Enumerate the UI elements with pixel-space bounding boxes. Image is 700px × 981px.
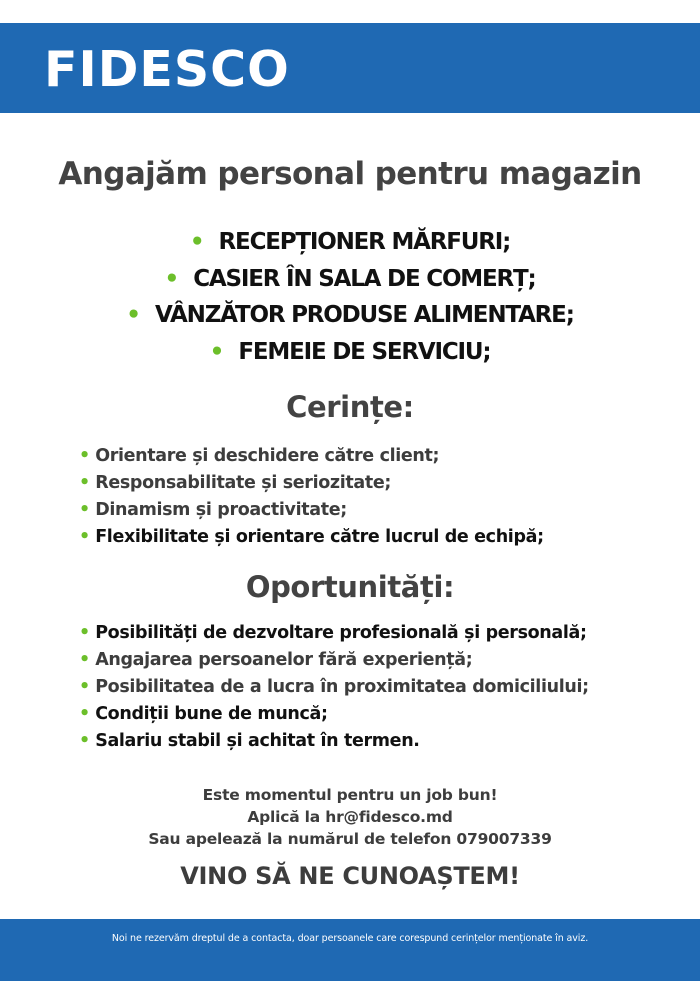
bullet-icon: • bbox=[209, 338, 225, 365]
footer-banner bbox=[0, 919, 700, 981]
bullet-icon: • bbox=[79, 704, 91, 724]
requirement-item: • Dinamism și proactivitate; bbox=[79, 500, 347, 520]
fidesco-logo: FIDESCO bbox=[44, 41, 290, 98]
bullet-icon: • bbox=[189, 229, 205, 255]
bullet-icon: • bbox=[79, 473, 91, 493]
position-item: • CASIER ÎN SALA DE COMERȚ; bbox=[164, 265, 536, 292]
bullet-icon: • bbox=[79, 623, 91, 643]
phone-line: Sau apelează la numărul de telefon 079007339 bbox=[148, 830, 552, 848]
opportunity-item: • Salariu stabil și achitat în termen. bbox=[79, 731, 420, 751]
header-banner bbox=[0, 23, 700, 113]
opportunities-list bbox=[79, 620, 589, 755]
requirement-item: • Responsabilitate și seriozitate; bbox=[79, 473, 392, 493]
closing-line: Este momentul pentru un job bun! bbox=[202, 786, 498, 804]
position-item: • FEMEIE DE SERVICIU; bbox=[209, 338, 491, 365]
bullet-icon: • bbox=[79, 527, 91, 547]
opportunities-title: Oportunități: bbox=[245, 570, 455, 604]
requirement-item: • Orientare și deschidere către client; bbox=[79, 446, 440, 466]
position-item: • VÂNZĂTOR PRODUSE ALIMENTARE; bbox=[126, 302, 574, 328]
opportunity-item: • Angajarea persoanelor fără experiență; bbox=[79, 650, 473, 670]
bullet-icon: • bbox=[79, 731, 91, 751]
opportunity-item: • Posibilități de dezvoltare profesională și personală; bbox=[79, 623, 587, 643]
apply-email-line: Aplică la hr@fidesco.md bbox=[247, 808, 453, 826]
headline: Angajăm personal pentru magazin bbox=[58, 156, 642, 192]
footer-note: Noi ne rezervăm dreptul de a contacta, doar persoanele care corespund cerințelor menționate în aviz. bbox=[111, 933, 589, 944]
call-to-action: VINO SĂ NE CUNOAȘTEM! bbox=[180, 862, 520, 890]
requirements-list bbox=[79, 443, 544, 551]
bullet-icon: • bbox=[79, 446, 91, 466]
opportunity-item: • Condiții bune de muncă; bbox=[79, 704, 328, 724]
positions-list bbox=[0, 224, 700, 370]
bullet-icon: • bbox=[79, 650, 91, 670]
bullet-icon: • bbox=[79, 677, 91, 697]
requirements-title: Cerințe: bbox=[286, 390, 414, 424]
bullet-icon: • bbox=[126, 302, 141, 328]
bullet-icon: • bbox=[164, 265, 180, 292]
requirement-item: • Flexibilitate și orientare către lucrul de echipă; bbox=[79, 527, 544, 547]
closing-block bbox=[0, 784, 700, 850]
position-item: • RECEPȚIONER MĂRFURI; bbox=[189, 229, 511, 255]
bullet-icon: • bbox=[79, 500, 91, 520]
opportunity-item: • Posibilitatea de a lucra în proximitatea domiciliului; bbox=[79, 677, 589, 697]
